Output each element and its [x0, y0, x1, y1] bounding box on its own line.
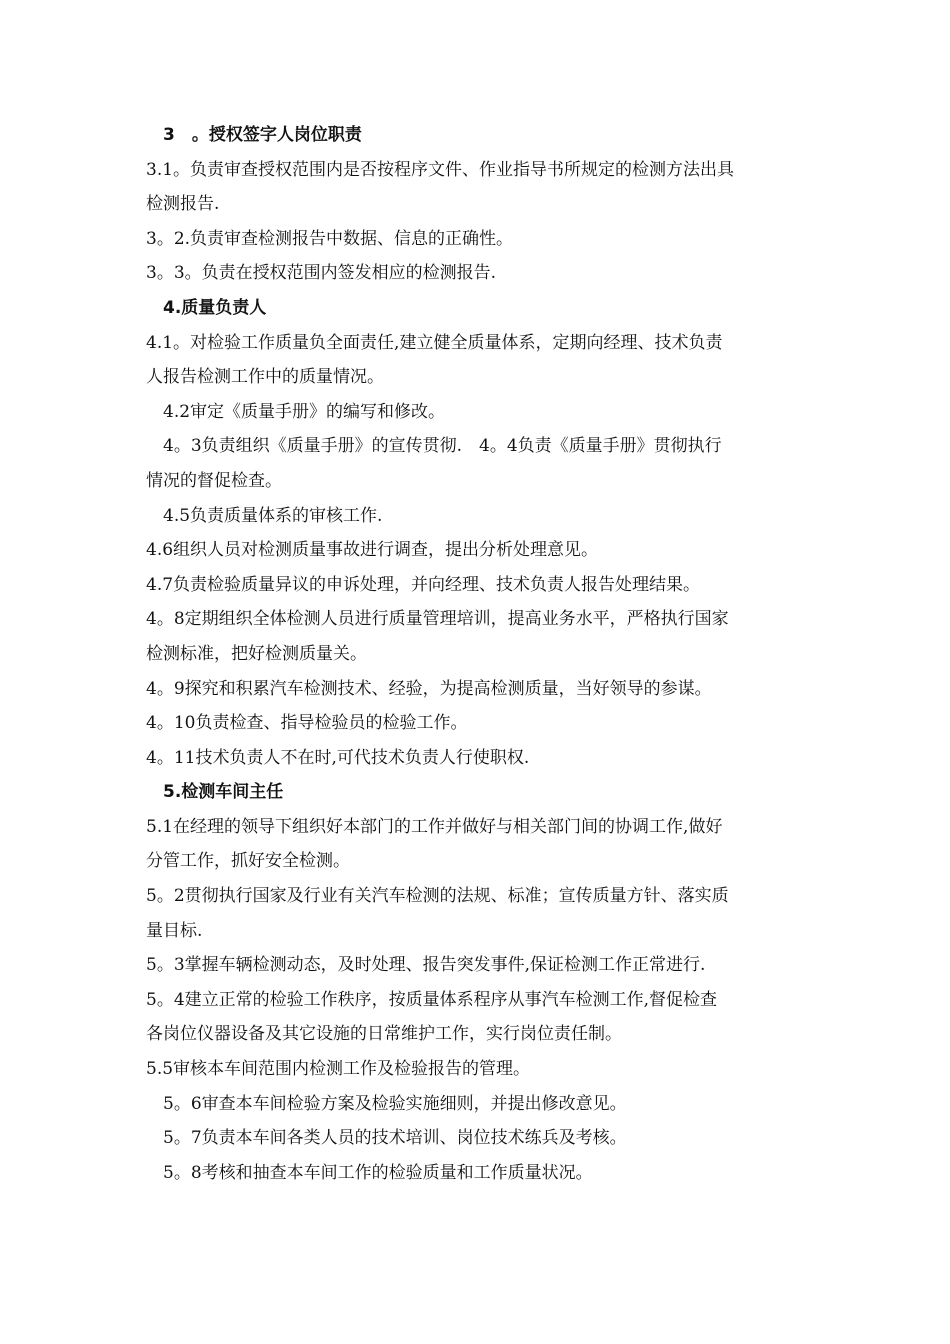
- section-heading-4: 4.质量负责人: [163, 297, 267, 318]
- paragraph-line: 5。8考核和抽查本车间工作的检验质量和工作质量状况。: [163, 1162, 593, 1183]
- paragraph-line: 4.7负责检验质量异议的申诉处理，并向经理、技术负责人报告处理结果。: [146, 574, 701, 595]
- paragraph-line: 检测标准，把好检测质量关。: [146, 643, 367, 664]
- paragraph-line: 4.6组织人员对检测质量事故进行调查，提出分析处理意见。: [146, 540, 599, 561]
- paragraph-line: 检测报告.: [146, 194, 220, 215]
- paragraph-line: 4.1。对检验工作质量负全面责任,建立健全质量体系，定期向经理、技术负责: [146, 332, 723, 353]
- paragraph-line: 人报告检测工作中的质量情况。: [146, 367, 384, 388]
- paragraph-line: 3。3。负责在授权范围内签发相应的检测报告.: [146, 263, 497, 284]
- paragraph-line: 5。3掌握车辆检测动态，及时处理、报告突发事件,保证检测工作正常进行.: [146, 955, 706, 976]
- paragraph-line: 4。9探究和积累汽车检测技术、经验，为提高检测质量，当好领导的参谋。: [146, 678, 712, 699]
- paragraph-line: 3。2.负责审查检测报告中数据、信息的正确性。: [146, 228, 514, 249]
- paragraph-line: 各岗位仪器设备及其它设施的日常维护工作，实行岗位责任制。: [146, 1024, 622, 1045]
- paragraph-line: 5.1在经理的领导下组织好本部门的工作并做好与相关部门间的协调工作,做好: [146, 816, 723, 837]
- document-body: [146, 118, 816, 1190]
- paragraph-line: 4.2审定《质量手册》的编写和修改。: [163, 401, 446, 422]
- paragraph-line: 5。2贯彻执行国家及行业有关汽车检测的法规、标准；宣传质量方针、落实质: [146, 886, 729, 907]
- paragraph-line: 4。8定期组织全体检测人员进行质量管理培训，提高业务水平，严格执行国家: [146, 609, 729, 630]
- paragraph-line: 分管工作，抓好安全检测。: [146, 851, 350, 872]
- paragraph-line: 4.5负责质量体系的审核工作.: [163, 505, 383, 526]
- section-heading-3: 3 。授权签字人岗位职责: [163, 125, 362, 145]
- paragraph-line: 5。7负责本车间各类人员的技术培训、岗位技术练兵及考核。: [163, 1128, 627, 1149]
- paragraph-line: 3.1。负责审查授权范围内是否按程序文件、作业指导书所规定的检测方法出具: [146, 159, 735, 180]
- paragraph-line: 4。3负责组织《质量手册》的宣传贯彻. 4。4负责《质量手册》贯彻执行: [163, 436, 722, 457]
- paragraph-line: 5。4建立正常的检验工作秩序，按质量体系程序从事汽车检测工作,督促检查: [146, 989, 718, 1010]
- section-heading-5: 5.检测车间主任: [163, 782, 284, 803]
- paragraph-line: 4。10负责检查、指导检验员的检验工作。: [146, 713, 468, 734]
- paragraph-line: 量目标.: [146, 920, 203, 941]
- paragraph-line: 5。6审查本车间检验方案及检验实施细则，并提出修改意见。: [163, 1093, 627, 1114]
- paragraph-line: 5.5审核本车间范围内检测工作及检验报告的管理。: [146, 1059, 531, 1080]
- paragraph-line: 情况的督促检查。: [146, 470, 282, 491]
- paragraph-line: 4。11技术负责人不在时,可代技术负责人行使职权.: [146, 747, 530, 768]
